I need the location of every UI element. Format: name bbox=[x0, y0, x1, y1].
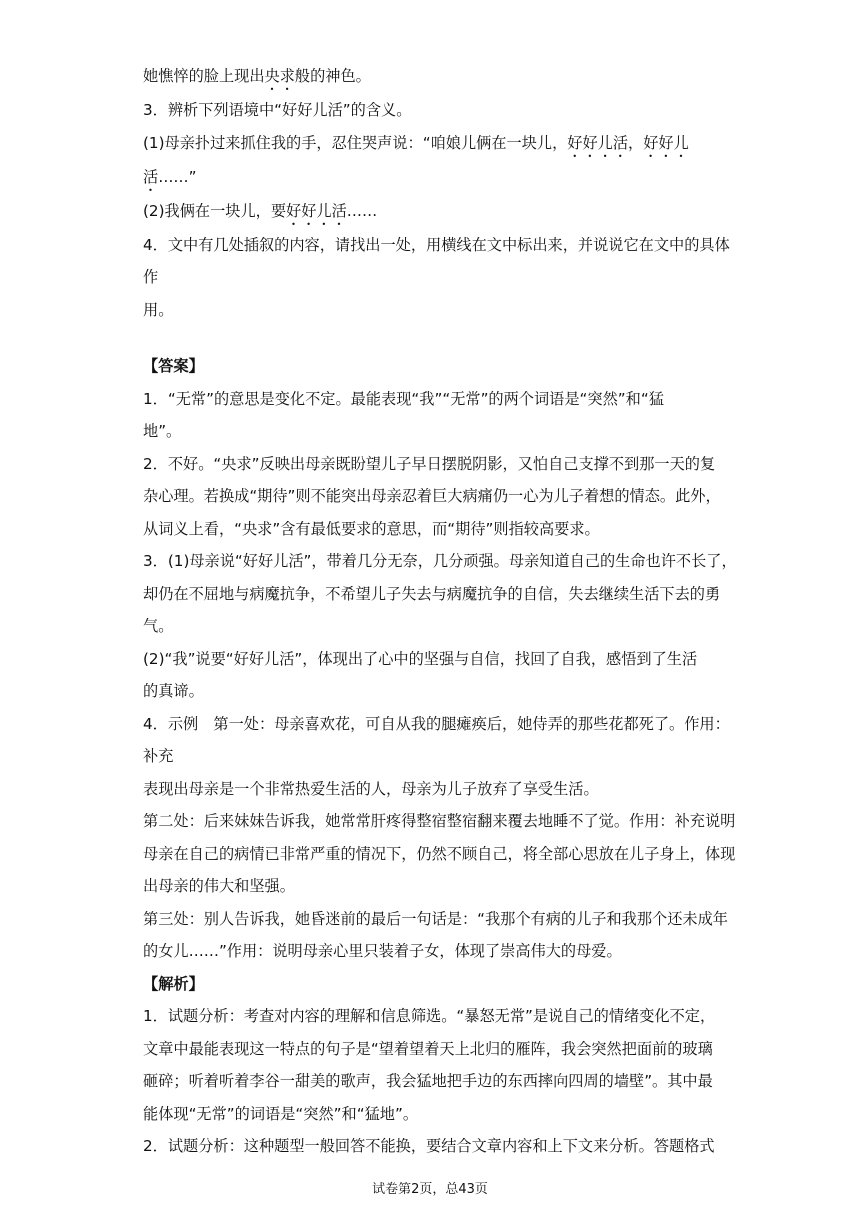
emphasized-word: 活 bbox=[143, 167, 159, 186]
answer-line: 母亲在自己的病情已非常严重的情况下，仍然不顾自己，将全部心思放在儿子身上，体现 bbox=[143, 844, 736, 863]
analysis-line: 能体现“无常”的词语是“突然”和“猛地”。 bbox=[143, 1104, 419, 1123]
answer-line: 3．(1)母亲说“好好儿活”，带着几分无奈，几分顽强。母亲知道自己的生命也许不长了， bbox=[143, 552, 737, 570]
answer-heading: 【答案】 bbox=[143, 357, 204, 375]
answer-line: 表现出母亲是一个非常热爱生活的人，母亲为儿子放弃了享受生活。 bbox=[143, 779, 599, 798]
answer-line: (2)“我”说要“好好儿活”，体现出了心中的坚强与自信，找回了自我，感悟到了生活 bbox=[143, 649, 698, 668]
emphasized-word: 好好儿 bbox=[643, 133, 689, 152]
answer-line: 第二处：后来妹妹告诉我，她常常肝疼得整宿整宿翻来覆去地睡不了觉。作用：补充说明 bbox=[143, 812, 736, 830]
question-3-item-2: (2)我俩在一块儿，要好好儿活…… bbox=[143, 201, 378, 220]
answer-line: 却仍在不屈地与病魔抗争，不希望儿子失去与病魔抗争的自信，失去继续生活下去的勇 bbox=[143, 584, 721, 603]
emphasized-word: 央求 bbox=[264, 67, 295, 85]
question-3-item-1: (1)母亲扑过来抓住我的手，忍住哭声说：“咱娘儿俩在一块儿，好好儿活，好好儿 bbox=[143, 133, 689, 152]
answer-line: 地”。 bbox=[143, 422, 182, 440]
analysis-line: 2．试题分析：这种题型一般回答不能换，要结合文章内容和上下文来分析。答题格式 bbox=[143, 1137, 715, 1155]
page-footer: 试卷第2页，总43页 bbox=[372, 1182, 488, 1197]
question-4-cont: 用。 bbox=[143, 300, 174, 319]
emphasized-word: 好好儿活 bbox=[567, 133, 629, 152]
analysis-line: 砸碎；听着听着李谷一甜美的歌声，我会猛地把手边的东西摔向四周的墙壁”。其中最 bbox=[143, 1072, 713, 1090]
emphasized-word: 好好儿活 bbox=[286, 201, 347, 220]
answer-section bbox=[143, 383, 743, 968]
analysis-line: 1．试题分析：考查对内容的理解和信息筛选。“暴怒无常”是说自己的情绪变化不定， bbox=[143, 1007, 716, 1025]
answer-line: 2．不好。“央求”反映出母亲既盼望儿子早日摆脱阴影，又怕自己支撑不到那一天的复 bbox=[143, 454, 716, 473]
answer-line: 气。 bbox=[143, 617, 174, 635]
analysis-heading: 【解析】 bbox=[143, 974, 204, 993]
answer-line: 的真谛。 bbox=[143, 682, 204, 700]
answer-line: 的女儿……”作用：说明母亲心里只装着子女，体现了崇高伟大的母爱。 bbox=[143, 942, 622, 960]
question-4: 4．文中有几处插叙的内容，请找出一处，用横线在文中标出来，并说说它在文中的具体作 bbox=[143, 235, 730, 286]
analysis-section bbox=[143, 1000, 743, 1163]
document-body bbox=[143, 60, 743, 1163]
question-3-item-1-cont: 活……” bbox=[143, 167, 197, 186]
answer-line: 1．“无常”的意思是变化不定。最能表现“我”“无常”的两个词语是“突然”和“猛 bbox=[143, 389, 664, 408]
question-3: 3．辨析下列语境中“好好儿活”的含义。 bbox=[143, 101, 412, 119]
answer-line: 第三处：别人告诉我，她昏迷前的最后一句话是：“我那个有病的儿子和我那个还未成年 bbox=[143, 909, 728, 928]
spacer bbox=[143, 326, 743, 350]
analysis-line: 文章中最能表现这一特点的句子是“望着望着天上北归的雁阵，我会突然把面前的玻璃 bbox=[143, 1039, 713, 1058]
answer-line: 从词义上看，“央求”含有最低要求的意思，而“期待”则指较高要求。 bbox=[143, 519, 600, 538]
answer-line: 4．示例 第一处：母亲喜欢花，可自从我的腿瘫痪后，她侍弄的那些花都死了。作用：补充 bbox=[143, 714, 730, 765]
question-line: 她憔悴的脸上现出央求般的神色。 bbox=[143, 67, 371, 85]
answer-line: 杂心理。若换成“期待”则不能突出母亲忍着巨大病痛仍一心为儿子着想的情态。此外， bbox=[143, 487, 721, 505]
answer-line: 出母亲的伟大和坚强。 bbox=[143, 877, 295, 895]
